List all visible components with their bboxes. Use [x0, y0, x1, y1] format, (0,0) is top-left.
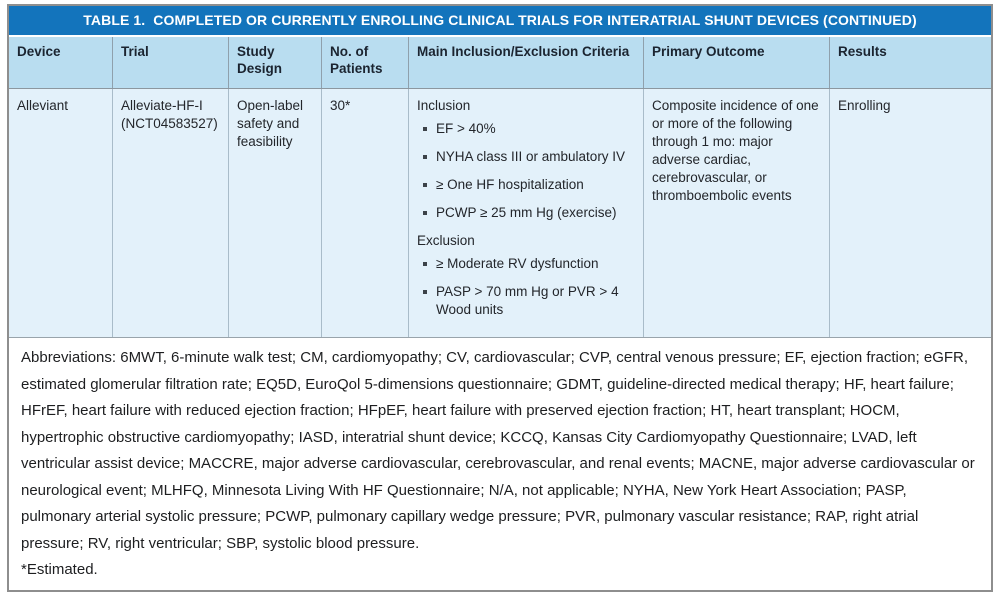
square-bullet-icon	[423, 183, 427, 187]
primary-outcome-cell: Composite incidence of one or more of the following through 1 mo: major adverse cardiac, cerebrovascular, or thromboembolic events	[644, 89, 830, 337]
column-header-criteria: Main Inclusion/Exclusion Criteria	[409, 37, 644, 88]
list-item	[417, 148, 635, 166]
square-bullet-icon	[423, 155, 427, 159]
column-header-device: Device	[9, 37, 113, 88]
square-bullet-icon	[423, 211, 427, 215]
estimated-footnote: *Estimated.	[21, 561, 98, 578]
inclusion-item-text: NYHA class III or ambulatory IV	[436, 149, 626, 164]
column-header-results: Results	[838, 44, 887, 59]
results-cell: Enrolling	[838, 98, 891, 113]
exclusion-list	[417, 255, 635, 319]
square-bullet-icon	[423, 127, 427, 131]
list-item	[417, 255, 635, 273]
table-title: TABLE 1. COMPLETED OR CURRENTLY ENROLLING CLINICAL TRIALS FOR INTERATRIAL SHUNT DEVICES (CONTINUED)	[9, 6, 991, 37]
column-header-primary-outcome: Primary Outcome	[644, 37, 830, 88]
table-row	[9, 89, 991, 338]
list-item	[417, 204, 635, 222]
square-bullet-icon	[423, 290, 427, 294]
inclusion-list	[417, 120, 635, 222]
abbreviations-text: Abbreviations: 6MWT, 6-minute walk test; CM, cardiomyopathy; CV, cardiovascular; CVP, central venous pressure; EF, ejection fraction; eGFR, estimated glomerular filtration rate; EQ5D, EuroQol 5-dimensions questionnaire; GDMT, guideline-directed medical therapy; HF, heart failure; HFrEF, heart failure with reduced ejection fraction; HFpEF, heart failure with preserved ejection fraction; HT, heart transplant; HOCM, hypertrophic obstructive cardiomyopathy; IASD, interatrial shunt device; KCCQ, Kansas City Cardiomyopathy Questionnaire; LVAD, left ventricular assist device; MACCRE, major adverse cardiovascular, cerebrovascular, and renal events; MACNE, major adverse cardiovascular or neurological event; MLHFQ, Minnesota Living With HF Questionnaire; N/A, not applicable; NYHA, New York Heart Association; PASP, pulmonary arterial systolic pressure; PCWP, pulmonary capillary wedge pressure; PVR, pulmonary vascular resistance; RAP, right atrial pressure; RV, right ventricular; SBP, systolic blood pressure.	[21, 349, 975, 552]
exclusion-item-text: PASP > 70 mm Hg or PVR > 4 Wood units	[436, 284, 619, 317]
exclusion-label: Exclusion	[417, 233, 475, 248]
list-item	[417, 120, 635, 138]
list-item	[417, 283, 635, 319]
study-design-cell: Open-label safety and feasibility	[229, 89, 322, 337]
patients-cell: 30*	[322, 89, 409, 337]
device-cell: Alleviant	[9, 89, 113, 337]
column-header-trial: Trial	[113, 37, 229, 88]
clinical-trials-table	[7, 4, 993, 592]
list-item	[417, 176, 635, 194]
column-header-study-design: Study Design	[229, 37, 322, 88]
table-header-row	[9, 37, 991, 89]
criteria-cell	[409, 89, 644, 337]
inclusion-item-text: ≥ One HF hospitalization	[436, 177, 584, 192]
trial-cell: Alleviate-HF-I (NCT04583527)	[113, 89, 229, 337]
square-bullet-icon	[423, 262, 427, 266]
inclusion-label: Inclusion	[417, 98, 471, 113]
table-footnotes	[9, 338, 991, 590]
inclusion-item-text: EF > 40%	[436, 121, 496, 136]
exclusion-item-text: ≥ Moderate RV dysfunction	[436, 256, 599, 271]
column-header-no-of-patients: No. of Patients	[322, 37, 409, 88]
inclusion-item-text: PCWP ≥ 25 mm Hg (exercise)	[436, 205, 617, 220]
